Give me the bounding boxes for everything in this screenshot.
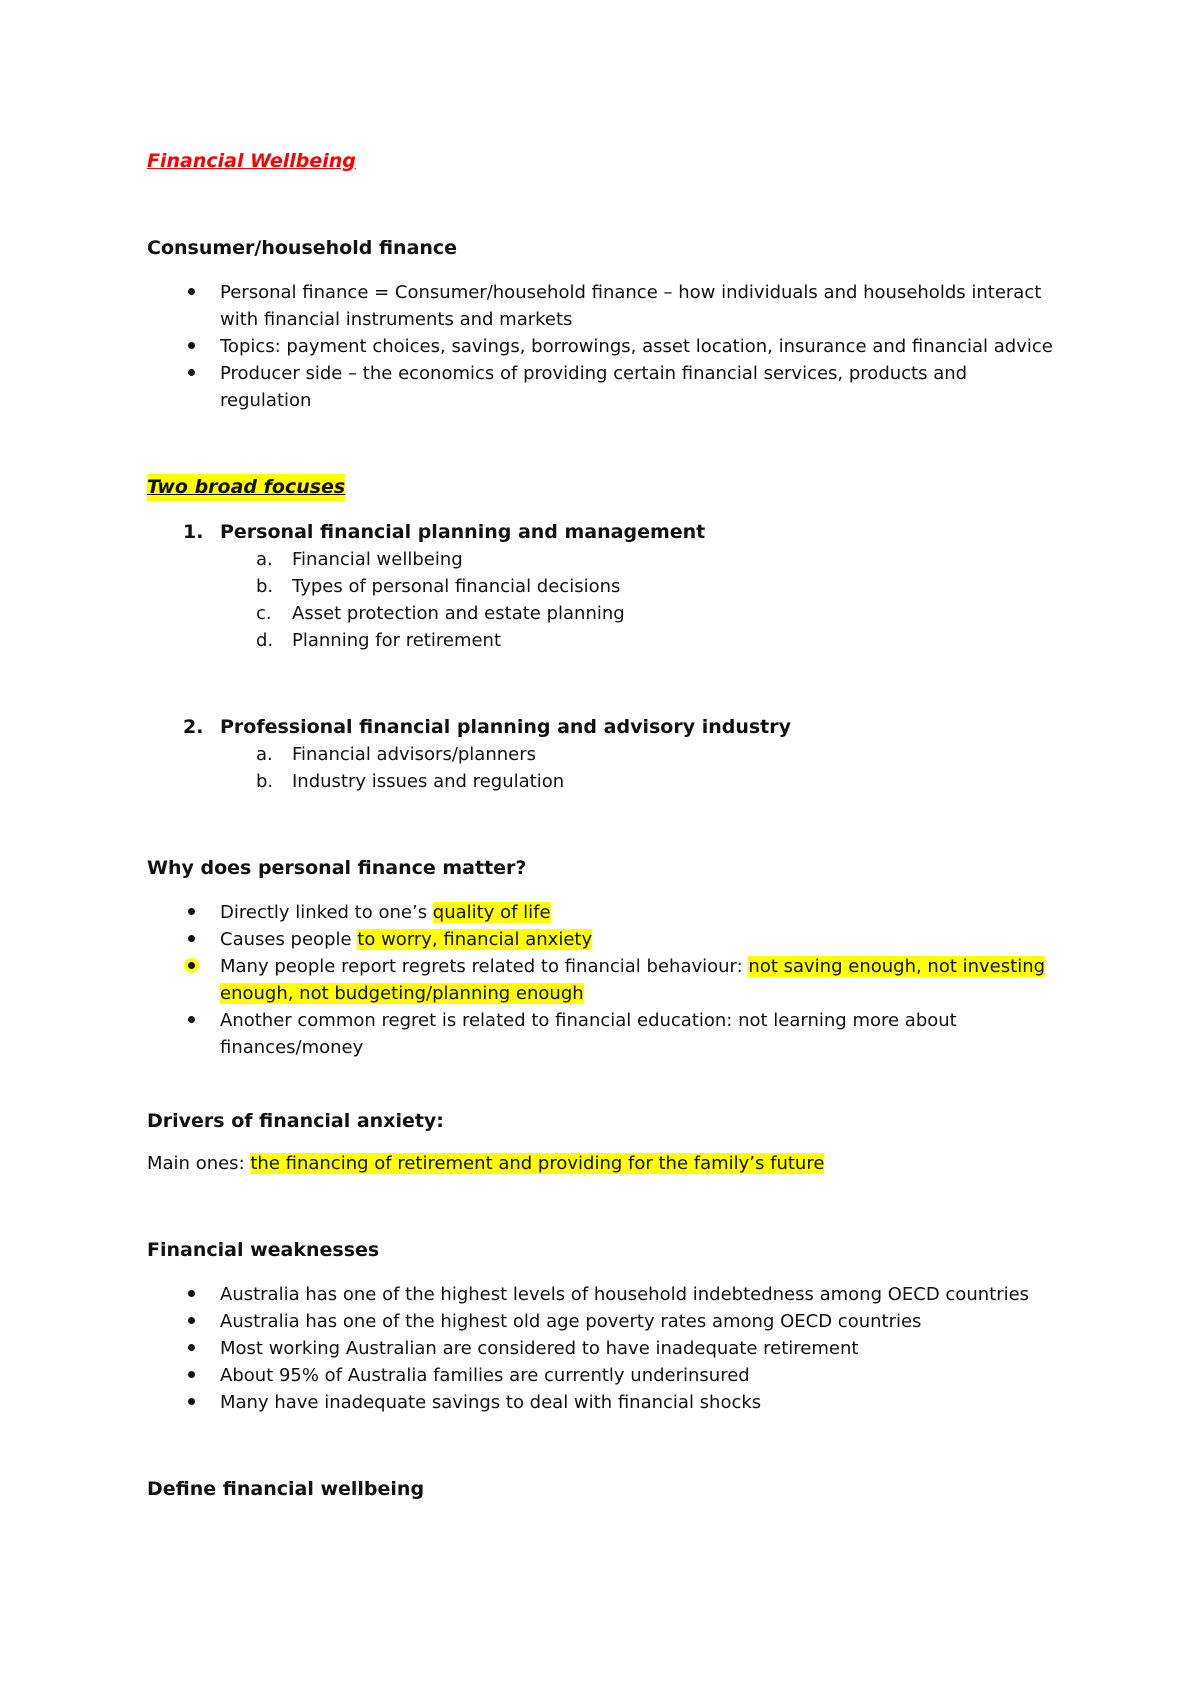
list-item: About 95% of Australia families are currently underinsured (220, 1365, 750, 1386)
bullet-icon (188, 1016, 195, 1023)
list-number: 2. (183, 716, 204, 738)
bullet-icon (188, 1290, 195, 1297)
text: Causes people (220, 929, 358, 950)
sub-letter: a. (256, 549, 273, 570)
sub-item: Financial advisors/planners (292, 744, 537, 765)
list-item: Producer side – the economics of providing certain financial services, products and (220, 363, 968, 384)
heading-financial-weaknesses: Financial weaknesses (147, 1239, 380, 1261)
sub-letter: c. (256, 603, 272, 624)
paragraph (147, 1150, 824, 1177)
heading-drivers-anxiety: Drivers of financial anxiety: (147, 1110, 444, 1132)
bullet-icon (188, 1371, 195, 1378)
bullet-icon (188, 962, 195, 969)
bullet-icon (188, 342, 195, 349)
list-item (220, 926, 592, 953)
bullet-icon (188, 935, 195, 942)
sub-letter: b. (256, 771, 274, 792)
list-item: Personal finance = Consumer/household finance – how individuals and households interact (220, 282, 1042, 303)
list-number: 1. (183, 521, 204, 543)
bullet-icon (188, 1398, 195, 1405)
heading-two-broad-focuses: Two broad focuses (147, 474, 345, 501)
sub-letter: d. (256, 630, 274, 651)
list-item: Australia has one of the highest old age poverty rates among OECD countries (220, 1311, 922, 1332)
bullet-icon (188, 908, 195, 915)
list-item: Most working Australian are considered to have inadequate retirement (220, 1338, 859, 1359)
bullet-icon (188, 369, 195, 376)
numbered-item-title: Professional financial planning and advisory industry (220, 716, 792, 738)
list-item: Another common regret is related to financial education: not learning more about (220, 1010, 957, 1031)
highlighted-text: quality of life (432, 902, 551, 923)
highlighted-text: not saving enough, not investing (748, 956, 1046, 977)
text: Main ones: (147, 1153, 251, 1174)
list-item-continuation (220, 980, 584, 1007)
list-item: Many have inadequate savings to deal with financial shocks (220, 1392, 762, 1413)
bullet-icon (188, 288, 195, 295)
sub-letter: b. (256, 576, 274, 597)
list-item: Topics: payment choices, savings, borrowings, asset location, insurance and financial advice (220, 336, 1053, 357)
heading-consumer-finance: Consumer/household finance (147, 237, 458, 259)
list-item (220, 899, 551, 926)
sub-item: Planning for retirement (292, 630, 502, 651)
highlighted-text: enough, not budgeting/planning enough (220, 983, 584, 1004)
list-item-continuation: with financial instruments and markets (220, 309, 573, 330)
highlighted-text: the financing of retirement and providing for the family’s future (250, 1153, 825, 1174)
highlighted-text: to worry, financial anxiety (357, 929, 593, 950)
bullet-icon (188, 1317, 195, 1324)
text: Many people report regrets related to financial behaviour: (220, 956, 749, 977)
bullet-icon (188, 1344, 195, 1351)
list-item-continuation: regulation (220, 390, 312, 411)
sub-item: Asset protection and estate planning (292, 603, 625, 624)
heading-why-personal-finance: Why does personal finance matter? (147, 857, 527, 879)
document-title: Financial Wellbeing (147, 150, 356, 172)
text: Directly linked to one’s (220, 902, 433, 923)
sub-letter: a. (256, 744, 273, 765)
list-item (220, 953, 1045, 980)
numbered-item-title: Personal financial planning and management (220, 521, 706, 543)
heading-define-wellbeing: Define financial wellbeing (147, 1478, 425, 1500)
sub-item: Types of personal financial decisions (292, 576, 621, 597)
list-item-continuation: finances/money (220, 1037, 364, 1058)
list-item: Australia has one of the highest levels of household indebtedness among OECD countries (220, 1284, 1030, 1305)
sub-item: Financial wellbeing (292, 549, 463, 570)
sub-item: Industry issues and regulation (292, 771, 565, 792)
